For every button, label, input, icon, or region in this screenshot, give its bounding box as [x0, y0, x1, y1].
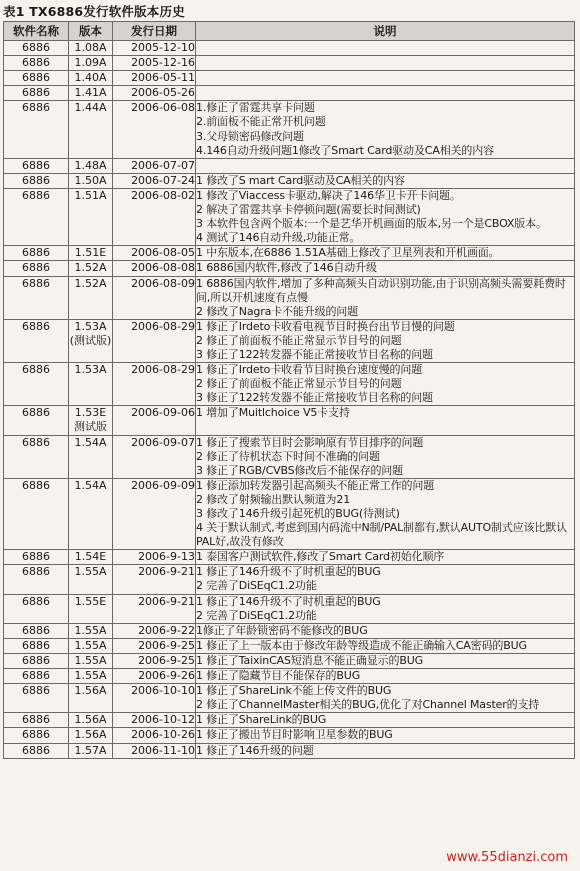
table-row [4, 158, 575, 173]
table-row [4, 41, 575, 56]
table-row [4, 684, 575, 713]
header-date: 发行日期 [113, 22, 196, 41]
table-row [4, 261, 575, 276]
table-row [4, 188, 575, 245]
software-cell: 6886 [4, 188, 69, 245]
description-cell: 1 修正了上一版本由于修改年龄等级造成不能正确输入CA密码的BUG [196, 638, 575, 653]
table-row [4, 623, 575, 638]
description-cell: 1 修正了搜索节目时会影响原有节目排序的问题 2 修正了待机状态下时间不准确的问题 3 修正了RGB/CVBS修改后不能保存的问题 [196, 435, 575, 478]
table-row [4, 669, 575, 684]
watermark: www.55dianzi.com [446, 850, 568, 865]
date-cell: 2006-9-22 [113, 623, 196, 638]
version-cell: 1.41A [69, 86, 113, 101]
description-cell: 1 修正添加转发器引起高频头不能正常工作的问题 2 修改了射频输出默认频道为21 3 修改了146升级引起死机的BUG(待测试) 4 关于默认制式,考虑到国内码流中N制/PAL制都有,默认AUTO制式应该比默认PAL好,故没有修改 [196, 478, 575, 549]
table-row [4, 594, 575, 623]
date-cell: 2005-12-10 [113, 41, 196, 56]
software-cell: 6886 [4, 173, 69, 188]
table-row [4, 565, 575, 594]
software-cell: 6886 [4, 319, 69, 362]
table-row [4, 435, 575, 478]
version-cell: 1.51A [69, 188, 113, 245]
version-cell: 1.52A [69, 276, 113, 319]
software-cell: 6886 [4, 56, 69, 71]
date-cell: 2006-08-09 [113, 276, 196, 319]
header-row [4, 22, 575, 41]
version-cell: 1.55A [69, 623, 113, 638]
table-row [4, 743, 575, 758]
date-cell: 2006-06-08 [113, 101, 196, 158]
description-cell: 1 修正了146升级不了时机重起的BUG 2 完善了DiSEqC1.2功能 [196, 594, 575, 623]
description-cell: 1 修改了Viaccess卡驱动,解决了146华卫卡开卡问题。 2 解决了雷霆共享卡停顿问题(需要长时间测试) 3 本软件包含两个版本:一个是艺华开机画面的版本,另一个是CBOX版本。 4 测试了146自动升级,功能正常。 [196, 188, 575, 245]
date-cell: 2006-07-24 [113, 173, 196, 188]
date-cell: 2006-10-12 [113, 713, 196, 728]
software-cell: 6886 [4, 71, 69, 86]
software-cell: 6886 [4, 158, 69, 173]
version-cell: 1.55A [69, 669, 113, 684]
version-cell: 1.44A [69, 101, 113, 158]
date-cell: 2006-09-09 [113, 478, 196, 549]
description-cell: 1 6886国内软件,修改了146自动升级 [196, 261, 575, 276]
description-cell [196, 86, 575, 101]
date-cell: 2006-9-25 [113, 638, 196, 653]
table-row [4, 728, 575, 743]
software-cell: 6886 [4, 86, 69, 101]
version-cell: 1.53E 测试版 [69, 406, 113, 435]
date-cell: 2006-11-10 [113, 743, 196, 758]
table-title: 表1 TX6886发行软件版本历史 [3, 4, 185, 19]
software-cell: 6886 [4, 713, 69, 728]
version-cell: 1.54A [69, 478, 113, 549]
version-cell: 1.56A [69, 728, 113, 743]
software-cell: 6886 [4, 653, 69, 668]
table-row [4, 478, 575, 549]
software-cell: 6886 [4, 406, 69, 435]
version-cell: 1.52A [69, 261, 113, 276]
header-version: 版本 [69, 22, 113, 41]
software-cell: 6886 [4, 638, 69, 653]
description-cell [196, 71, 575, 86]
version-cell: 1.55A [69, 565, 113, 594]
date-cell: 2006-09-07 [113, 435, 196, 478]
description-cell: 1 6886国内软件,增加了多种高频头自动识别功能,由于识别高频头需要耗费时间,所以开机速度有点慢 2 修改了Nagra卡不能升级的问题 [196, 276, 575, 319]
description-cell: 1 中东版本,在6886 1.51A基础上修改了卫星列表和开机画面。 [196, 246, 575, 261]
table-row [4, 86, 575, 101]
software-cell: 6886 [4, 728, 69, 743]
header-description: 说明 [196, 22, 575, 41]
version-cell: 1.55E [69, 594, 113, 623]
date-cell: 2006-9-21 [113, 594, 196, 623]
date-cell: 2006-09-06 [113, 406, 196, 435]
version-cell: 1.08A [69, 41, 113, 56]
date-cell: 2006-05-26 [113, 86, 196, 101]
table-row [4, 246, 575, 261]
description-cell: 1 修正了Irdeto卡收看电视节目时换台出节目慢的问题 2 修正了前面板不能正常显示节目号的问题 3 修正了122转发器不能正常接收节目名称的问题 [196, 319, 575, 362]
version-cell: 1.40A [69, 71, 113, 86]
software-cell: 6886 [4, 276, 69, 319]
date-cell: 2006-9-13 [113, 550, 196, 565]
description-cell [196, 158, 575, 173]
description-cell: 1修正了年龄锁密码不能修改的BUG [196, 623, 575, 638]
version-cell: 1.53A [69, 363, 113, 406]
date-cell: 2006-10-26 [113, 728, 196, 743]
description-cell: 1 修正了Irdeto卡收看节目时换台速度慢的问题 2 修正了前面板不能正常显示节目号的问题 3 修正了122转发器不能正常接收节目名称的问题 [196, 363, 575, 406]
software-cell: 6886 [4, 261, 69, 276]
software-cell: 6886 [4, 565, 69, 594]
table-row [4, 101, 575, 158]
table-row [4, 71, 575, 86]
version-cell: 1.57A [69, 743, 113, 758]
version-cell: 1.55A [69, 638, 113, 653]
version-cell: 1.56A [69, 684, 113, 713]
description-cell [196, 41, 575, 56]
date-cell: 2006-9-25 [113, 653, 196, 668]
table-row [4, 363, 575, 406]
software-cell: 6886 [4, 550, 69, 565]
software-cell: 6886 [4, 684, 69, 713]
description-cell: 1 修改了S mart Card驱动及CA相关的内容 [196, 173, 575, 188]
description-cell: 1 修正了搬出节目时影响卫星参数的BUG [196, 728, 575, 743]
description-cell: 1.修正了雷霆共享卡问题 2.前面板不能正常开机问题 3.父母锁密码修改问题 4.146自动升级问题1修改了Smart Card驱动及CA相关的内容 [196, 101, 575, 158]
table-row [4, 276, 575, 319]
software-cell: 6886 [4, 594, 69, 623]
software-cell: 6886 [4, 478, 69, 549]
software-cell: 6886 [4, 101, 69, 158]
table-body [4, 41, 575, 759]
version-cell: 1.51E [69, 246, 113, 261]
date-cell: 2006-9-26 [113, 669, 196, 684]
date-cell: 2006-9-21 [113, 565, 196, 594]
version-cell: 1.53A (测试版) [69, 319, 113, 362]
version-cell: 1.54A [69, 435, 113, 478]
table-row [4, 653, 575, 668]
version-cell: 1.09A [69, 56, 113, 71]
description-cell: 1 增加了Muitlchoice V5卡支持 [196, 406, 575, 435]
date-cell: 2005-12-16 [113, 56, 196, 71]
description-cell [196, 56, 575, 71]
software-cell: 6886 [4, 246, 69, 261]
software-cell: 6886 [4, 435, 69, 478]
description-cell: 1 修正了ShareLink的BUG [196, 713, 575, 728]
description-cell: 1 泰国客户测试软件,修改了Smart Card初始化顺序 [196, 550, 575, 565]
description-cell: 1 修正了146升级不了时机重起的BUG 2 完善了DiSEqC1.2功能 [196, 565, 575, 594]
table-row [4, 638, 575, 653]
version-cell: 1.48A [69, 158, 113, 173]
date-cell: 2006-10-10 [113, 684, 196, 713]
table-row [4, 406, 575, 435]
software-cell: 6886 [4, 669, 69, 684]
date-cell: 2006-07-07 [113, 158, 196, 173]
software-cell: 6886 [4, 743, 69, 758]
description-cell: 1 修正了TaixinCAS短消息不能正确显示的BUG [196, 653, 575, 668]
version-cell: 1.50A [69, 173, 113, 188]
header-software: 软件名称 [4, 22, 69, 41]
date-cell: 2006-08-08 [113, 261, 196, 276]
date-cell: 2006-08-02 [113, 188, 196, 245]
table-row [4, 56, 575, 71]
table-row [4, 319, 575, 362]
date-cell: 2006-08-29 [113, 363, 196, 406]
table-row [4, 550, 575, 565]
version-history-table [3, 21, 575, 759]
description-cell: 1 修正了146升级的问题 [196, 743, 575, 758]
version-cell: 1.54E [69, 550, 113, 565]
date-cell: 2006-05-11 [113, 71, 196, 86]
software-cell: 6886 [4, 363, 69, 406]
description-cell: 1 修正了ShareLink不能上传文件的BUG 2 修正了ChannelMaster相关的BUG,优化了对Channel Master的支持 [196, 684, 575, 713]
date-cell: 2006-08-05 [113, 246, 196, 261]
version-cell: 1.55A [69, 653, 113, 668]
version-cell: 1.56A [69, 713, 113, 728]
date-cell: 2006-08-29 [113, 319, 196, 362]
table-row [4, 713, 575, 728]
software-cell: 6886 [4, 623, 69, 638]
software-cell: 6886 [4, 41, 69, 56]
table-row [4, 173, 575, 188]
description-cell: 1 修正了隐藏节目不能保存的BUG [196, 669, 575, 684]
